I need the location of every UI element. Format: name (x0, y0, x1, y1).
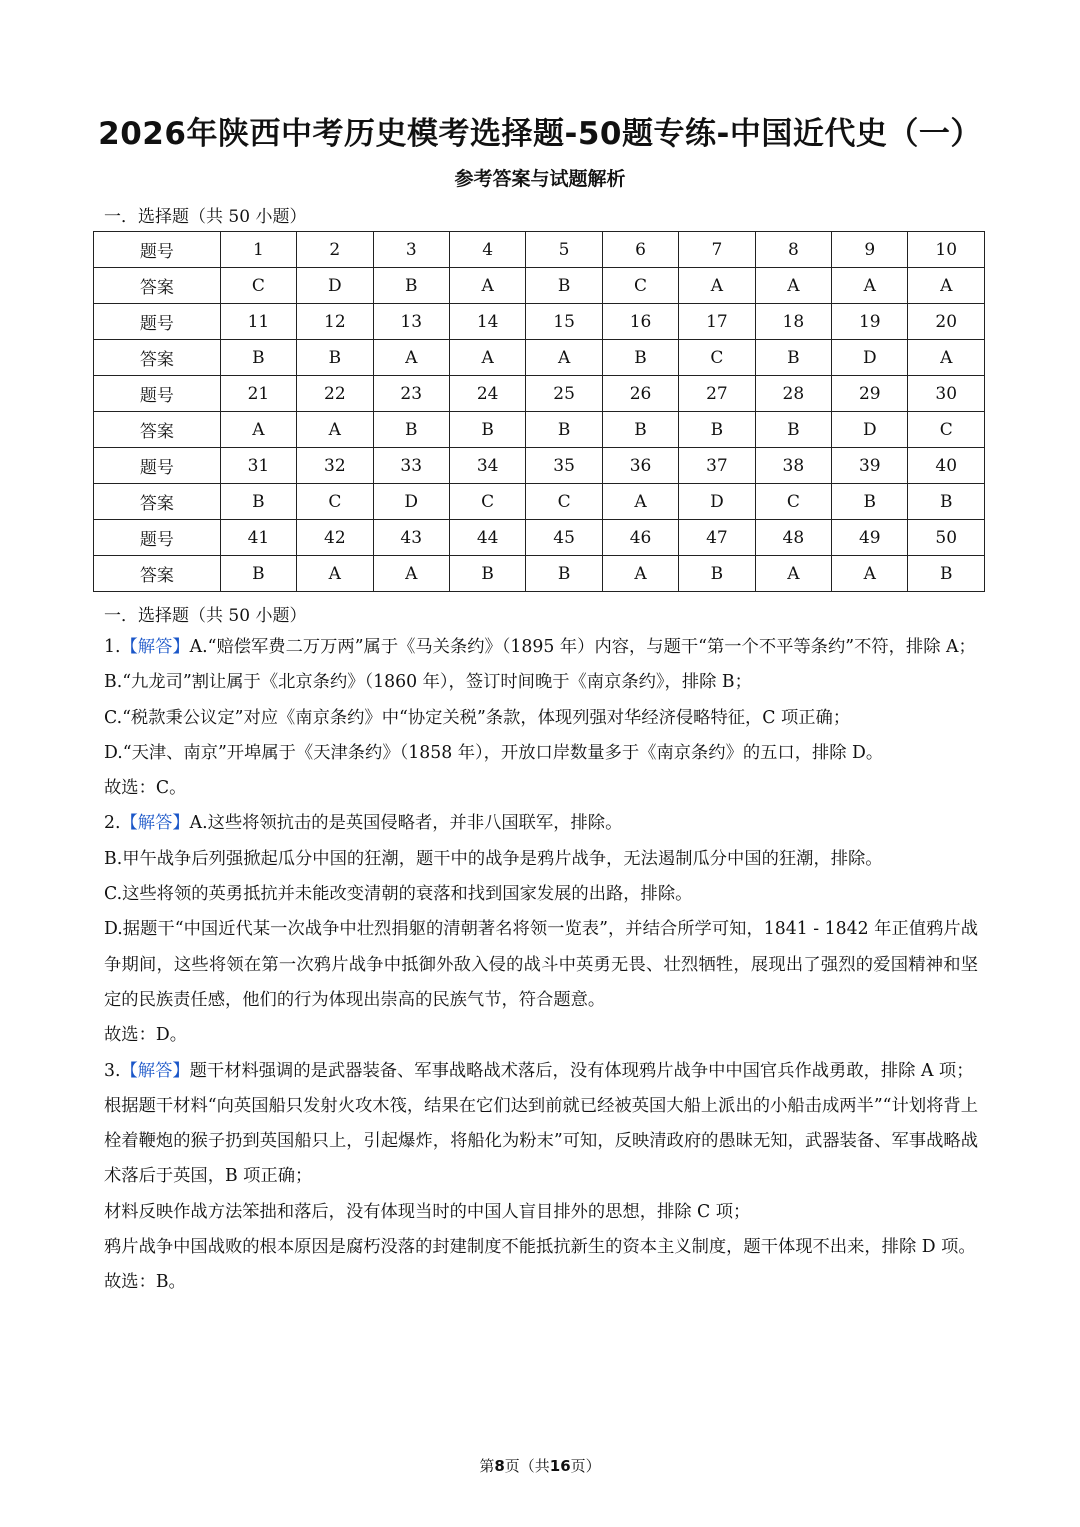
solution-line: 故选：C。 (104, 778, 187, 799)
row-label: 答案 (94, 340, 221, 376)
row-label: 答案 (94, 484, 221, 520)
solution-text: A.“赔偿军费二万万两”属于《马关条约》（1895 年）内容，与题干“第一个不平等条约”不符，排除 A； (189, 637, 976, 657)
answer-cell: B (220, 484, 296, 520)
answer-cell: A (526, 340, 602, 376)
question-number-cell: 25 (526, 376, 602, 412)
answer-cell: B (449, 412, 525, 448)
solution-line: D.“天津、南京”开埠属于《天津条约》（1858 年），开放口岸数量多于《南京条约》的五口，排除 D。 (104, 742, 884, 763)
question-number-cell: 43 (373, 520, 449, 556)
solution-2 (104, 806, 978, 841)
question-number-cell: 18 (755, 304, 831, 340)
question-number-cell: 28 (755, 376, 831, 412)
question-number-cell: 16 (602, 304, 678, 340)
question-number-cell: 5 (526, 232, 602, 268)
answer-cell: B (526, 556, 602, 592)
solution-line: B.“九龙司”割让属于《北京条约》（1860 年），签订时间晚于《南京条约》，排除 B； (104, 672, 752, 693)
question-number-cell: 21 (220, 376, 296, 412)
question-number-cell: 40 (908, 448, 985, 484)
answer-cell: B (755, 340, 831, 376)
answer-cell: A (373, 340, 449, 376)
question-number-cell: 37 (679, 448, 755, 484)
answer-cell: B (449, 556, 525, 592)
answer-cell: A (908, 340, 985, 376)
row-label: 答案 (94, 412, 221, 448)
answer-cell: B (602, 412, 678, 448)
question-number-cell: 27 (679, 376, 755, 412)
answer-cell: A (755, 556, 831, 592)
question-number-cell: 33 (373, 448, 449, 484)
row-label: 题号 (94, 448, 221, 484)
solution-line: 根据题干材料“向英国船只发射火攻木筏，结果在它们达到前就已经被英国大船上派出的小船击成两半”“计划将背上栓着鞭炮的猴子扔到英国船只上，引起爆炸，将船化为粉末”可知，反映清政府的愚昧无知，武器装备、军事战略战术落后于英国，B 项正确； (104, 1095, 978, 1187)
question-number-cell: 46 (602, 520, 678, 556)
question-number-cell: 34 (449, 448, 525, 484)
question-number-cell: 10 (908, 232, 985, 268)
answer-cell: B (755, 412, 831, 448)
answer-cell: B (220, 340, 296, 376)
solution-text: A.这些将领抗击的是英国侵略者，并非八国联军，排除。 (189, 813, 623, 834)
answer-row (94, 484, 985, 520)
solution-line: D.据题干“中国近代某一次战争中壮烈捐躯的清朝著名将领一览表”，并结合所学可知，1841 - 1842 年正值鸦片战争期间，这些将领在第一次鸦片战争中抵御外敌入侵的战斗中英勇无畏、壮烈牺牲，展现出了强烈的爱国精神和坚定的民族责任感，他们的行为体现出崇高的民族气节，符合题意。 (104, 919, 978, 1010)
solution-number: 1. (104, 637, 121, 657)
section-heading: 一．选择题（共 50 小题） (104, 207, 307, 227)
question-number-cell: 12 (297, 304, 373, 340)
answer-cell: D (832, 340, 908, 376)
answer-cell: A (297, 412, 373, 448)
answer-cell: B (373, 268, 449, 304)
answer-row (94, 268, 985, 304)
question-number-cell: 14 (449, 304, 525, 340)
question-number-cell: 44 (449, 520, 525, 556)
answer-cell: A (220, 412, 296, 448)
question-number-cell: 38 (755, 448, 831, 484)
answer-cell: B (832, 484, 908, 520)
question-number-cell: 19 (832, 304, 908, 340)
answer-cell: B (908, 556, 985, 592)
question-number-row (94, 232, 985, 268)
answer-cell: D (832, 412, 908, 448)
question-number-cell: 50 (908, 520, 985, 556)
answer-cell: B (526, 412, 602, 448)
answer-cell: A (449, 268, 525, 304)
question-number-cell: 2 (297, 232, 373, 268)
answer-label: 【解答】 (120, 813, 190, 834)
question-number-cell: 4 (449, 232, 525, 268)
solution-line: C.这些将领的英勇抵抗并未能改变清朝的衰落和找到国家发展的出路，排除。 (104, 884, 693, 905)
answer-cell: C (526, 484, 602, 520)
solution-line: 鸦片战争中国战败的根本原因是腐朽没落的封建制度不能抵抗新生的资本主义制度，题干体现不出来，排除 D 项。 (104, 1237, 976, 1258)
solution-line: C.“税款秉公议定”对应《南京条约》中“协定关税”条款，体现列强对华经济侵略特征，C 项正确； (104, 707, 851, 728)
question-number-cell: 3 (373, 232, 449, 268)
answer-cell: B (373, 412, 449, 448)
answer-cell: C (908, 412, 985, 448)
answer-label: 【解答】 (120, 637, 190, 657)
answer-cell: A (832, 556, 908, 592)
answer-cell: C (602, 268, 678, 304)
question-number-cell: 9 (832, 232, 908, 268)
answer-cell: D (373, 484, 449, 520)
answer-cell: A (373, 556, 449, 592)
answer-row (94, 556, 985, 592)
document-subtitle: 参考答案与试题解析 (454, 168, 626, 190)
section-heading-2: 一．选择题（共 50 小题） (104, 606, 307, 626)
question-number-cell: 22 (297, 376, 373, 412)
question-number-cell: 6 (602, 232, 678, 268)
row-label: 答案 (94, 268, 221, 304)
question-number-row (94, 304, 985, 340)
current-page: 8 (494, 1457, 505, 1475)
question-number-cell: 20 (908, 304, 985, 340)
answer-cell: B (526, 268, 602, 304)
question-number-cell: 13 (373, 304, 449, 340)
solution-line: 故选：D。 (104, 1025, 187, 1046)
question-number-cell: 47 (679, 520, 755, 556)
question-number-cell: 31 (220, 448, 296, 484)
answer-cell: C (679, 340, 755, 376)
solution-1 (104, 630, 978, 665)
question-number-cell: 1 (220, 232, 296, 268)
answer-cell: B (602, 340, 678, 376)
row-label: 题号 (94, 520, 221, 556)
question-number-cell: 32 (297, 448, 373, 484)
solution-line: B.甲午战争后列强掀起瓜分中国的狂潮，题干中的战争是鸦片战争，无法遏制瓜分中国的狂潮，排除。 (104, 848, 883, 869)
question-number-cell: 41 (220, 520, 296, 556)
answer-cell: C (297, 484, 373, 520)
answer-cell: A (755, 268, 831, 304)
total-pages: 16 (549, 1457, 571, 1475)
question-number-cell: 49 (832, 520, 908, 556)
row-label: 答案 (94, 556, 221, 592)
question-number-cell: 15 (526, 304, 602, 340)
answer-cell: B (908, 484, 985, 520)
question-number-row (94, 448, 985, 484)
question-number-cell: 39 (832, 448, 908, 484)
answer-table (93, 231, 985, 592)
document-title: 2026年陕西中考历史模考选择题-50题专练-中国近代史（一） (98, 116, 982, 152)
answer-cell: A (449, 340, 525, 376)
solutions (104, 630, 978, 1301)
question-number-cell: 48 (755, 520, 831, 556)
question-number-cell: 23 (373, 376, 449, 412)
question-number-cell: 11 (220, 304, 296, 340)
answer-cell: D (297, 268, 373, 304)
answer-cell: A (908, 268, 985, 304)
answer-cell: A (679, 268, 755, 304)
answer-cell: A (297, 556, 373, 592)
solution-3 (104, 1054, 978, 1089)
answer-cell: C (755, 484, 831, 520)
footer-text: 第 (479, 1457, 495, 1475)
answer-row (94, 412, 985, 448)
question-number-row (94, 520, 985, 556)
question-number-cell: 8 (755, 232, 831, 268)
answer-cell: A (602, 484, 678, 520)
answer-cell: C (220, 268, 296, 304)
solution-number: 2. (104, 813, 121, 834)
question-number-cell: 36 (602, 448, 678, 484)
solution-number: 3. (104, 1060, 121, 1081)
question-number-cell: 24 (449, 376, 525, 412)
answer-cell: C (449, 484, 525, 520)
answer-label: 【解答】 (120, 1060, 190, 1081)
answer-cell: D (679, 484, 755, 520)
row-label: 题号 (94, 232, 221, 268)
page-footer (0, 1455, 1080, 1476)
question-number-cell: 17 (679, 304, 755, 340)
answer-cell: A (832, 268, 908, 304)
answer-row (94, 340, 985, 376)
question-number-cell: 35 (526, 448, 602, 484)
question-number-cell: 7 (679, 232, 755, 268)
question-number-cell: 29 (832, 376, 908, 412)
question-number-cell: 26 (602, 376, 678, 412)
question-number-cell: 30 (908, 376, 985, 412)
question-number-cell: 45 (526, 520, 602, 556)
answer-cell: B (220, 556, 296, 592)
answer-cell: A (602, 556, 678, 592)
footer-text: 页（共 (504, 1457, 550, 1475)
answer-cell: B (297, 340, 373, 376)
answer-cell: B (679, 556, 755, 592)
row-label: 题号 (94, 376, 221, 412)
row-label: 题号 (94, 304, 221, 340)
question-number-cell: 42 (297, 520, 373, 556)
solution-line: 材料反映作战方法笨拙和落后，没有体现当时的中国人盲目排外的思想，排除 C 项； (104, 1201, 751, 1222)
question-number-row (94, 376, 985, 412)
solution-text: 题干材料强调的是武器装备、军事战略战术落后，没有体现鸦片战争中中国官兵作战勇敢，排除 A 项； (189, 1060, 974, 1081)
footer-text: 页） (570, 1457, 601, 1475)
answer-cell: B (679, 412, 755, 448)
solution-line: 故选：B。 (104, 1272, 186, 1293)
